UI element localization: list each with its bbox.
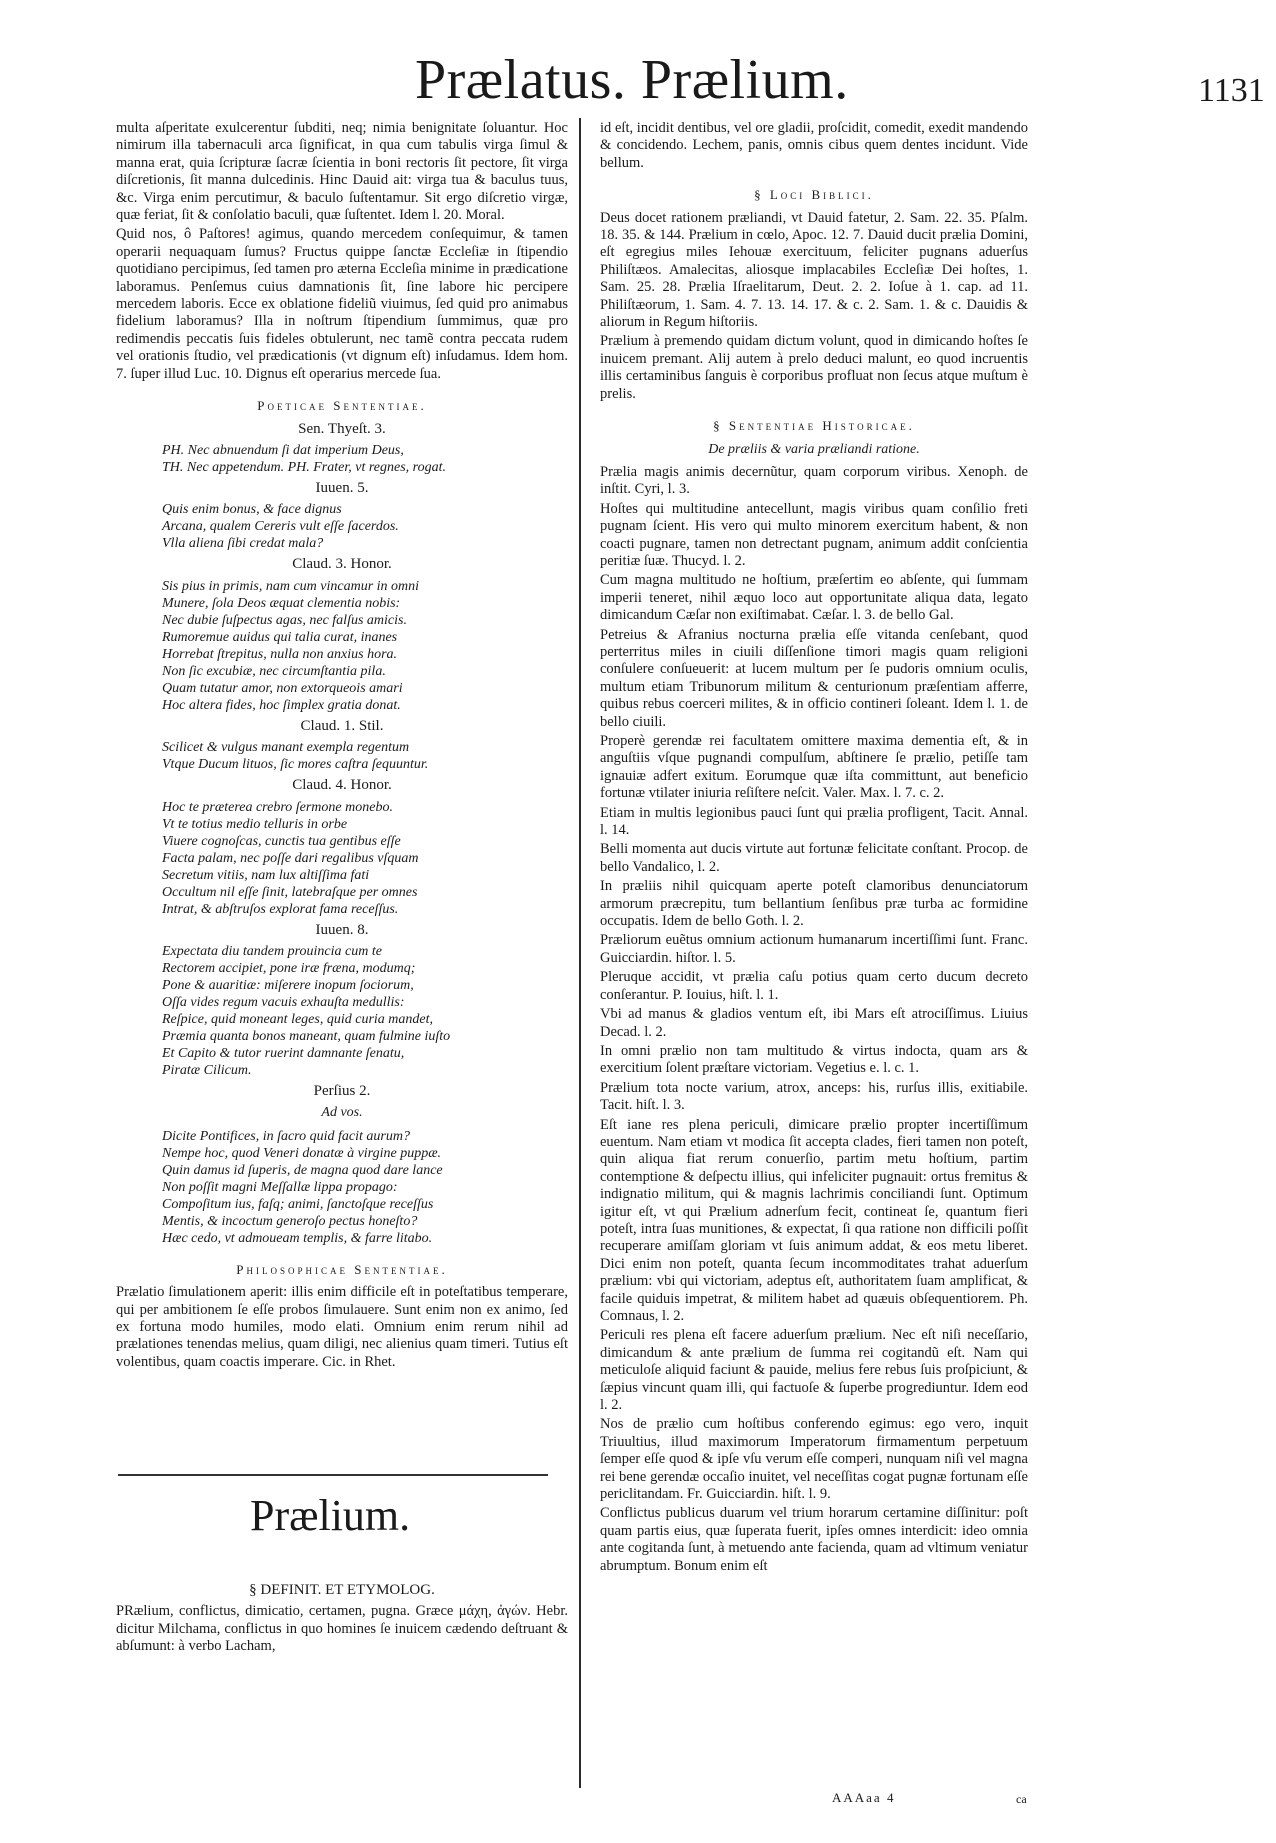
entry-1: Prælia magis animis decernũtur, quam corporum viribus. Xenoph. de inſtit. Cyri, l. 3. [600,463,1028,498]
verse-claud4 [116,799,568,918]
verse-source-claud3: Claud. 3. Honor. [292,556,392,573]
verse-line: Pone & auaritiæ: miſerere inopum ſociorum, [162,977,414,993]
verse-line: Hæc cedo, vt admoueam templis, & farre litabo. [162,1230,433,1246]
left-column [116,120,568,1373]
subheading-de-praeliis: De præliis & varia præliandi ratione. [708,441,920,457]
signature-mark: AAAaa 4 [832,1790,896,1805]
verse-line: Præmia quanta bonos maneant, quam fulmine iuſto [162,1028,451,1044]
verse-source-claudsil: Claud. 1. Stil. [300,717,384,734]
paragraph-etymology: Prælium à premendo quidam dictum volunt, quod in dimicando hoſtes ſe inuicem premant. Alij autem à prelo deduci malunt, eo quod incruentis illis certaminibus ſanguis è corporibus profluat non ſecus atque muſtum è prelis. [600,333,1028,402]
page-number: 1131 [1198,72,1265,109]
verse-claudsil [116,739,568,773]
verse-line: Vt te totius medio telluris in orbe [162,816,348,832]
verse-line: Oſſa vides regum vacuis exhauſta medullis: [162,994,405,1010]
entry-10: Pleruque accidit, vt prælia caſu potius quam certo ducum decreto conſerantur. P. Iouius, hiſt. l. 1. [600,969,1028,1003]
verse-source-seneca: Sen. Thyeſt. 3. [298,420,386,437]
definition-block [116,1578,568,1658]
entry-3: Cum magna multitudo ne hoſtium, præſertim eo abſente, qui ſummam imperii teneret, nihil æquo loco aut opportunitate aliqua data, legato dimicandum Cæſar non exiſtimabat. Cæſar. l. 3. de bello Gal. [600,572,1028,624]
paragraph-pastores: Quid nos, ô Paſtores! agimus, quando mercedem conſequimur, & tamen operarii nequaquam ſumus? Fructus quippe ſanctæ Eccleſiæ in ſtipendio quotidiano percipimus, ſed tamen pro æterna Eccleſia minime in prædicatione laboramus. Penſemus cuius damnationis ſit, ſine labore hic percipere mercedem laboris. Ecce ex oblatione fideliũ viuimus, ſed quid pro animabus fidelium laboramus? Illa in noſtrum ſtipendium ſummimus, quæ pro redimendis peccatis ſuis fideles obtulerunt, nec tamẽ contra peccata rudem vel orationis ſtudio, vel prædicationis (vt dignum eſt) inſudamus. Idem hom. 7. ſuper illud Luc. 10. Dignus eſt operarius mercede ſua. [116,226,568,382]
verse-persius [116,1128,568,1247]
entry-15: Periculi res plena eſt facere aduerſum prælium. Nec eſt niſi neceſſario, dimicandum & ante prælium de ſumma rei cogitandũ eſt. Nam qui meticuloſe aliquid faciunt & pauide, melius fere rebus ſuis proſpiciunt, & ſæpius vincunt quam illi, qui factuoſe & ſuperbe progrediuntur. Idem eod l. 2. [600,1327,1028,1414]
entry-2: Hoſtes qui multitudine antecellunt, magis viribus quam conſilio freti pugnam ſcient. His vero qui multo minorem exercitum habent, & non coacti pugnare, tamen non detrectant pugnam, animum addit conſcientia peritiæ ſuæ. Thucyd. l. 2. [600,500,1028,569]
verse-iuuen5 [116,501,568,552]
paragraph-prelatio: Prælatio ſimulationem aperit: illis enim difficile eſt in poteſtatibus temperare, qui per ambitionem ſe eſſe probos ſimulauere. Sunt enim non ex animo, ſed ex fortuna modo humiles, modo elati. Omnium enim rerum nihil ad prælationes tenendas melius, quam diligi, nec alienius quam timeri. Tutius eſt volentibus, quam coactis imperare. Cic. in Rhet. [116,1284,568,1370]
catchword: ca [1016,1792,1027,1806]
verse-line: Intrat, & abſtruſos explorat fama receſſus. [162,901,399,917]
verse-line: Piratæ Cilicum. [162,1062,252,1078]
verse-source-persius: Perſius 2. [313,1082,371,1099]
entry-9: Præliorum euẽtus omnium actionum humanarum incertiſſimi ſunt. Franc. Guicciardin. hiſtor. l. 5. [600,932,1028,966]
paragraph-etymology-cont: id eſt, incidit dentibus, vel ore gladii, proſcidit, comedit, exedit mandendo & concidendo. Lechem, panis, omnis cibus quem dentes incidunt. Vide bellum. [600,120,1028,171]
heading-historical: § Sententiae Historicae. [713,418,915,434]
section-title: Prælium. [250,1491,411,1540]
paragraph-definition: PRælium, conflictus, dimicatio, certamen, pugna. Græce μάχη, ἀγών. Hebr. dicitur Milchama, conflictus in quo homines ſe inuicem cædendo deſtruant & abſumunt: à verbo Lacham, [116,1603,568,1655]
entry-11: Vbi ad manus & gladios ventum eſt, ibi Mars eſt atrociſſimus. Liuius Decad. l. 2. [600,1006,1028,1040]
running-title: Prælatus. Prælium. [415,49,849,111]
verse-line: Vtque Ducum lituos, ſic mores caſtra ſequuntur. [162,757,429,773]
heading-definition: § DEFINIT. ET ETYMOLOG. [249,1582,435,1598]
verse-line: Horrebat ſtrepitus, nulla non anxius hora. [162,646,398,662]
entry-6: Etiam in multis legionibus pauci ſunt qui prælia profligent, Tacit. Annal. l. 14. [600,804,1028,839]
verse-line: Vlla aliena ſibi credat mala? [162,536,324,552]
verse-line: TH. Nec appetendum. PH. Frater, vt regnes, rogat. [162,459,446,475]
verse-line: Facta palam, nec poſſe dari regalibus vſquam [162,850,419,866]
heading-philosophic: Philosophicae Sententiae. [236,1261,448,1277]
entry-16: Nos de prælio cum hoſtibus conferendo egimus: ego vero, inquit Triuultius, illud maximorum Imperatorum firmamentum perpetuum ſemper eſſe quod & ipſe vſu verum eſſe comperi, nunquam niſi vel magna rei bene gerendæ occaſio inuitet, vel neceſſitas cogat pugnæ fortunam eſſe periclitandam. Fr. Guicciardin. hiſt. l. 9. [600,1416,1028,1503]
verse-source-iuuen5: Iuuen. 5. [315,479,369,496]
verse-line: Dicite Pontifices, in ſacro quid facit aurum? [162,1128,410,1144]
verse-seneca [116,442,568,476]
verse-line: Viuere cognoſcas, cunctis tua gentibus eſſe [162,833,401,849]
verse-line: Non ſic excubiæ, nec circumſtantia pila. [162,663,386,679]
verse-line: Occultum nil eſſe ſinit, latebraſque per omnes [162,884,418,900]
verse-line: Quam tutatur amor, non extorqueois amari [162,680,403,696]
verse-line: Sis pius in primis, nam cum vincamur in omni [162,578,420,594]
right-column [600,120,1028,1577]
verse-line: Munere, ſola Deos æquat clementia nobis: [162,595,401,611]
verse-line: Hoc altera fides, hoc ſimplex gratia donat. [162,697,401,713]
verse-line: Hoc te præterea crebro ſermone monebo. [162,799,393,815]
verse-line: Arcana, qualem Cereris vult eſſe ſacerdos. [162,519,399,535]
entry-13: Prælium tota nocte varium, atrox, anceps: his, rurſus illis, exitiabile. Tacit. hiſt. l. 3. [600,1079,1028,1114]
verse-source-claud4: Claud. 4. Honor. [292,777,392,794]
verse-source-iuuen8: Iuuen. 8. [315,921,369,938]
verse-iuuen8 [116,943,568,1079]
verse-line: Quis enim bonus, & face dignus [162,502,342,518]
heading-poetic: Poeticae Sententiae. [257,398,427,414]
verse-line: Secretum vitiis, nam lux altiſſima fati [162,867,370,883]
entry-12: In omni prælio non tam multitudo & virtus indocta, quam ars & exercitium ſolent præſtare victoriam. Vegetius e. l. c. 1. [600,1042,1028,1077]
entry-14: Eſt iane res plena periculi, dimicare prælio propter incertiſſimum euentum. Nam etiam vt modica ſit accepta clades, fieri tamen non poteſt, quin aliqua fiat rerum conuerſio, partim metu hoſtium, partim contemptione & deſpectu illius, qui infeliciter pugnauit: ortus fremitus & indignatio militum, qui & magnis lachrimis conciliandi ſunt. Optimum igitur eſt, vt qui Prælium adnerſum fecit, contineat ſe, quantum fieri poteſt, intra ſuas munitiones, & expectat, ſi qua ratione non difficili poſſit recuperare amiſſam gloriam vt ſuis animum addat, & eos metu liberet. Dici enim non poteſt, quanta ſecum incommoditates trahat aduerſum prælium: vbi qui victoriam, adeptus eſt, authoritatem ſuam amplificat, & facile quiduis impetrat, & militem habet ad quæuis obſequentiorem. Ph. Comnaus, l. 2. [600,1116,1028,1324]
entry-5: Properè gerendæ rei facultatem omittere maxima dementia eſt, & in anguſtiis vſque pugnandi compulſum, abſtinere ſe prælio, petiſſe tam ignauiæ adfert exitum. Eorumque quæ iſta committunt, aut beneficio fortunæ vtilater iniuria reſiſtere neſcit. Valer. Max. l. 7. c. 2. [600,733,1028,802]
verse-line: Rectorem accipiet, pone iræ fræna, modumq; [162,960,416,976]
heading-loci-biblici: § Loci Biblici. [754,187,874,203]
verse-line: Scilicet & vulgus manant exempla regentum [162,740,410,756]
verse-line: Nec dubie ſuſpectus agas, nec falſus amicis. [162,612,407,628]
section-divider [118,1474,548,1476]
entry-7: Belli momenta aut ducis virtute aut fortunæ felicitate conſtant. Procop. de bello Vandalico, l. 2. [600,841,1028,875]
verse-line: Expectata diu tandem prouincia cum te [162,943,382,959]
verse-line: Compoſitum ius, faſq; animi, ſanctoſque receſſus [162,1196,434,1212]
verse-line: Reſpice, quid moneant leges, quid curia mandet, [162,1011,433,1027]
verse-line: Et Capito & tutor ruerint damnante ſenatu, [162,1045,405,1061]
entry-17: Conflictus publicus duarum vel trium horarum certamine diſſinitur: poſt quam partis eius, quæ ſuperata fuerit, ipſes omnes interdicit: ideo omnia ante cogitanda ſunt, à metuendo ante facienda, quam ad vltimum veniatur abrumptum. Bonum enim eſt [600,1505,1028,1574]
verse-line: Quin damus id ſuperis, de magna quod dare lance [162,1162,443,1178]
verse-line: Non poſſit magni Meſſallæ lippa propago: [162,1179,398,1195]
column-divider [579,118,581,1788]
paragraph-rector: multa aſperitate exulcerentur ſubditi, neq; nimia benignitate ſoluantur. Hoc nimirum illa tabernaculi arca ſignificat, in qua cum tabulis virga ſimul & manna erat, quia ſcripturæ ſacræ ſcientia in boni rectoris ſit pectore, ſit virga diſcretionis, ſit manna dulcedinis. Hinc Dauid ait: virga tua & baculus tuus, &c. Virga enim percutimur, & baculo ſuſtentamur. Sit ergo diſcretio virgæ, quæ feriat, ſit & conſolatio baculi, quæ ſuſtentet. Idem l. 20. Moral. [116,120,568,224]
verse-line: Rumoremue auidus qui talia curat, inanes [162,629,398,645]
verse-line: PH. Nec abnuendum ſi dat imperium Deus, [162,442,404,458]
verse-line: Mentis, & incoctum generoſo pectus honeſto? [162,1213,418,1229]
verse-claud3 [116,578,568,714]
entry-8: In præliis nihil quicquam aperte poteſt clamoribus denunciatorum armorum præcrepitu, tum bellantium ſenſibus præ turba ac formidine occupatis. Idem de bello Goth. l. 2. [600,878,1028,930]
verse-persius-address: Ad vos. [321,1105,363,1121]
entry-4: Petreius & Afranius nocturna prælia eſſe vitanda cenſebant, quod perterritus miles in ciuili diſſenſione timori magis quam religioni conſulere conſueuerit: at lucem multum per ſe pudoris omnium oculis, multum etiam Tribunorum militum & centurionum præſentiam afferre, quibus rebus coerceri milites, & in officio contineri ſoleant. Idem l. 1. de bello ciuili. [600,626,1028,730]
paragraph-loci-biblici: Deus docet rationem præliandi, vt Dauid fatetur, 2. Sam. 22. 35. Pſalm. 18. 35. & 144. Prælium in cœlo, Apoc. 12. 7. Dauid ducit prælia Domini, eſt egregius miles Iehouæ exercituum, feliciter pugnans aduerſus Philiſtæos. Amalecitas, aliosque implacabiles Eccleſiæ Dei hoſtes, 1. Sam. 25. 28. Prælia Iſraelitarum, Deut. 2. 2. Ioſue à 1. cap. ad 11. Philiſtæorum, 1. Sam. 4. 7. 13. 14. 17. & c. 2. Sam. 1. & c. Dauidis & aliorum in Regum hiſtoriis. [600,209,1028,331]
verse-line: Nempe hoc, quod Veneri donatæ à virgine puppæ. [162,1145,442,1161]
